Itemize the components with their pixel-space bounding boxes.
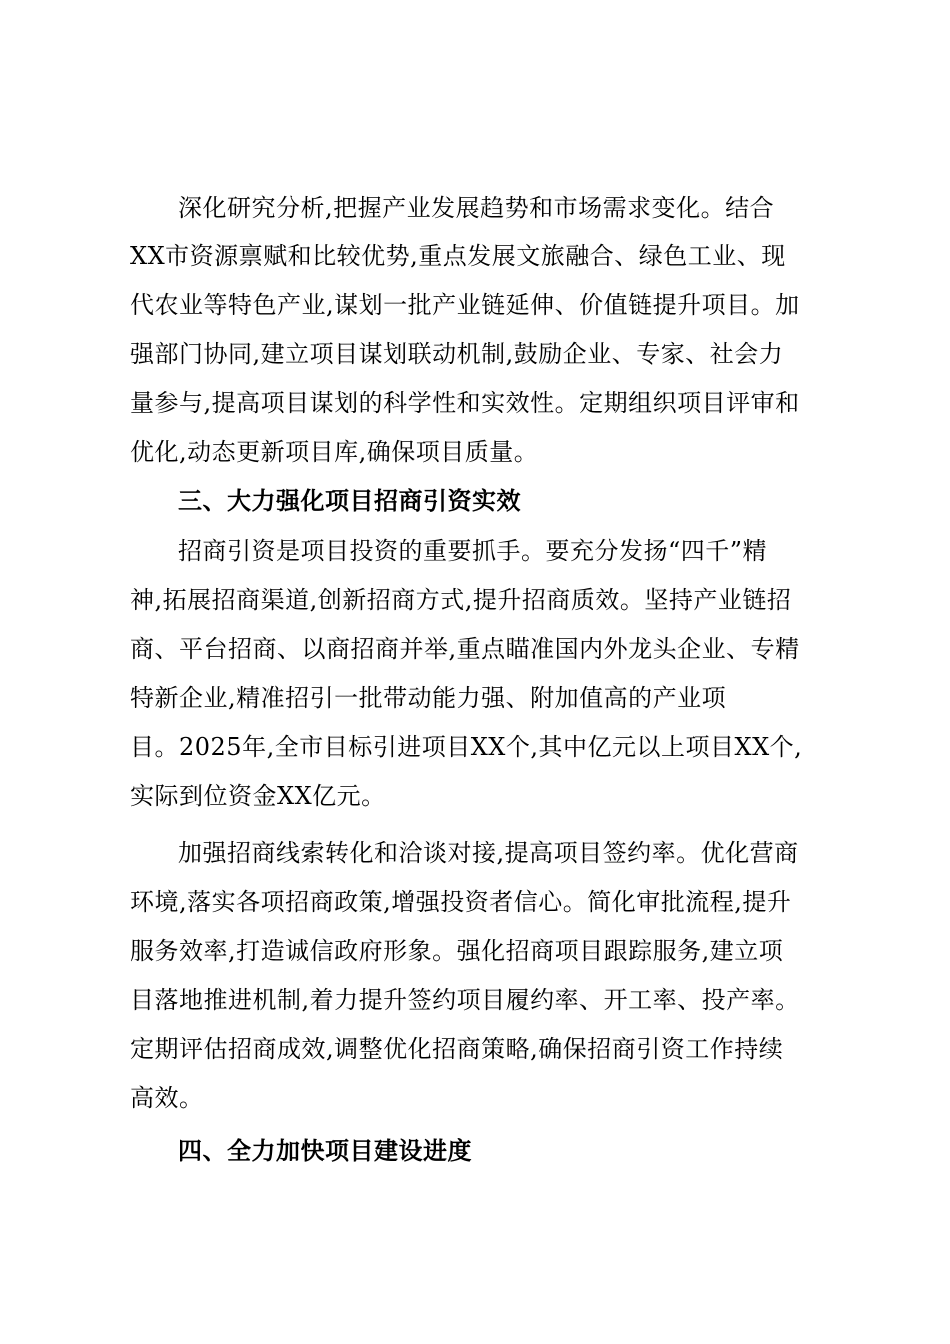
- paragraph-1-line-1: 深化研究分析,把握产业发展趋势和市场需求变化。结合: [178, 194, 775, 222]
- section-heading-3: 三、大力强化项目招商引资实效: [178, 487, 521, 515]
- paragraph-1-line-6: 优化,动态更新项目库,确保项目质量。: [130, 438, 539, 466]
- paragraph-2-line-3: 商、平台招商、以商招商并举,重点瞄准国内外龙头企业、专精: [130, 635, 800, 663]
- paragraph-1-line-2: XX市资源禀赋和比较优势,重点发展文旅融合、绿色工业、现: [130, 242, 786, 270]
- paragraph-1-line-4: 强部门协同,建立项目谋划联动机制,鼓励企业、专家、社会力: [130, 340, 784, 368]
- paragraph-3-line-2: 环境,落实各项招商政策,增强投资者信心。简化审批流程,提升: [130, 888, 792, 916]
- paragraph-2-line-1: 招商引资是项目投资的重要抓手。要充分发扬“四千”精: [178, 537, 768, 565]
- paragraph-2-line-2: 神,拓展招商渠道,创新招商方式,提升招商质效。坚持产业链招: [130, 586, 792, 614]
- paragraph-2-line-5: 目。2025年,全市目标引进项目XX个,其中亿元以上项目XX个,: [130, 733, 803, 761]
- paragraph-2-line-6: 实际到位资金XX亿元。: [130, 782, 386, 810]
- paragraph-3-line-3: 服务效率,打造诚信政府形象。强化招商项目跟踪服务,建立项: [130, 937, 784, 965]
- paragraph-1-line-5: 量参与,提高项目谋划的科学性和实效性。定期组织项目评审和: [130, 389, 800, 417]
- paragraph-3-line-1: 加强招商线索转化和洽谈对接,提高项目签约率。优化营商: [178, 839, 799, 867]
- paragraph-3-line-4: 目落地推进机制,着力提升签约项目履约率、开工率、投产率。: [130, 986, 800, 1014]
- section-heading-4: 四、全力加快项目建设进度: [178, 1137, 472, 1165]
- paragraph-3-line-5: 定期评估招商成效,调整优化招商策略,确保招商引资工作持续: [130, 1035, 784, 1063]
- paragraph-3-line-6: 高效。: [130, 1084, 204, 1112]
- paragraph-2-line-4: 特新企业,精准招引一批带动能力强、附加值高的产业项: [130, 684, 727, 712]
- paragraph-1-line-3: 代农业等特色产业,谋划一批产业链延伸、价值链提升项目。加: [130, 291, 800, 319]
